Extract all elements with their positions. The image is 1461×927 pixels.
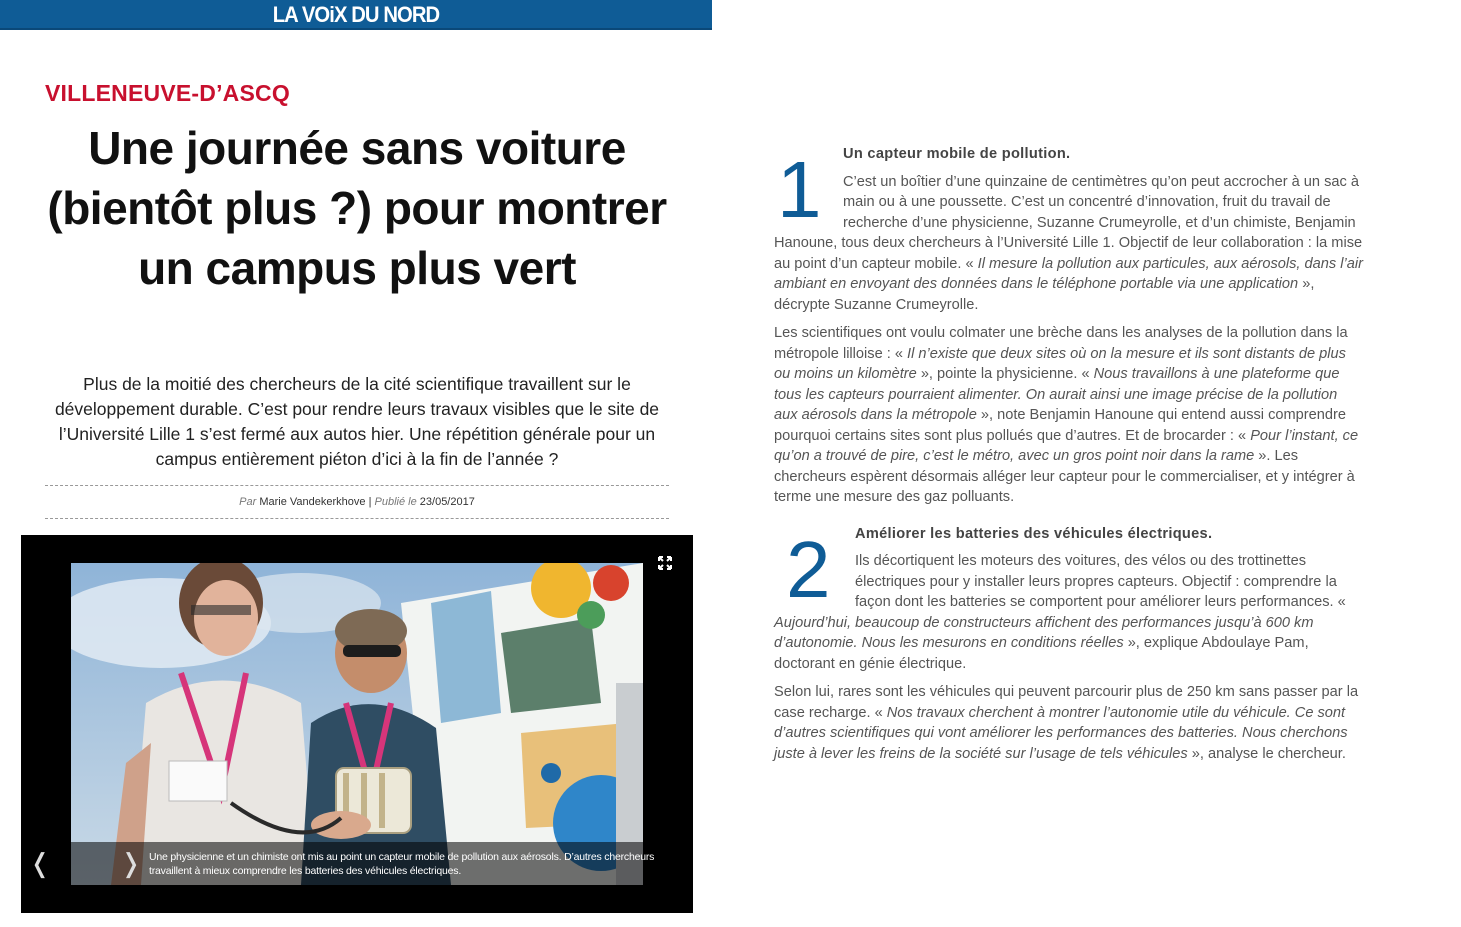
- article-kicker[interactable]: VILLENEUVE-D’ASCQ: [45, 80, 290, 106]
- photo-illustration: [71, 563, 643, 885]
- body-text: », décrypte Suzanne Crumeyrolle.: [774, 276, 1315, 313]
- body-text: C’est un boîtier d’une quinzaine de centimètres qu’on peut accrocher à un sac à main ou à une poussette. C’est un concentré d’innovation, fruit du travail de recherche d’une physicienne, Suzanne Crumeyrolle, et d’un chimiste, Benjamin Hanoune, tous deux chercheurs à l’Université Lille 1. Objectif de leur collaboration : la mise au point d’un capteur mobile. «: [774, 173, 1363, 272]
- expand-icon[interactable]: [657, 556, 673, 572]
- section-number: 1: [777, 145, 822, 234]
- quote-text: Nous travaillons à une plateforme que tous les capteurs pourraient alimenter. On aurait ainsi une image précise de la pollution aux aérosols dans la métropole: [774, 366, 1340, 423]
- body-text: Les scientifiques ont voulu colmater une brèche dans les analyses de la pollution dans la métropole lilloise : «: [774, 325, 1348, 362]
- quote-text: Pour l’instant, ce qu’on a trouvé de pire, c’est le métro, avec un gros point noir dans la rame: [774, 427, 1359, 464]
- quote-text: Aujourd’hui, beaucoup de constructeurs affichent des performances jusqu’à 600 km d’autonomie. Nous les mesurons en conditions réelles: [774, 614, 1314, 651]
- body-text: », explique Abdoulaye Pam, doctorant en génie électrique.: [774, 635, 1309, 672]
- section-1: [774, 144, 1364, 516]
- byline-published-label: Publié le: [374, 496, 417, 508]
- byline-author[interactable]: Marie Vandekerkhove: [259, 496, 366, 508]
- next-photo-arrow-icon[interactable]: ❭: [120, 849, 142, 879]
- byline: [45, 485, 669, 519]
- article-column: [0, 0, 712, 927]
- photo-caption: Une physicienne et un chimiste ont mis au point un capteur mobile de pollution aux aérosols. D’autres chercheurs travaillent à mieux comprendre les batteries des véhicules électriques.: [149, 851, 655, 877]
- expand-glyph: [658, 556, 672, 570]
- body-text: », analyse le chercheur.: [1187, 745, 1346, 762]
- quote-text: Il mesure la pollution aux particules, aux aérosols, dans l’air ambiant en envoyant des données dans le téléphone portable via une application: [774, 255, 1363, 292]
- article-standfirst: Plus de la moitié des chercheurs de la cité scientifique travaillent sur le développement durable. C’est pour rendre leurs travaux visibles que le site de l’Université Lille 1 s’est fermé aux autos hier. Une répétition générale pour un campus entièrement piéton d’ici à la fin de l’année ?: [54, 374, 660, 469]
- body-text: Ils décortiquent les moteurs des voitures, des vélos ou des trottinettes électriques pour y installer leurs propres capteurs. Objectif : comprendre la façon dont les batteries se comportent pour améliorer leurs performances. «: [855, 553, 1346, 610]
- section-title: Un capteur mobile de pollution.: [843, 146, 1071, 162]
- body-text: Selon lui, rares sont les véhicules qui peuvent parcourir plus de 250 km sans passer par la case recharge. «: [774, 684, 1359, 721]
- article-headline: Une journée sans voiture (bientôt plus ?) pour montrer un campus plus vert: [47, 122, 667, 294]
- byline-date: 23/05/2017: [419, 496, 475, 508]
- article-photo[interactable]: [71, 563, 643, 885]
- byline-by-label: Par: [239, 496, 257, 508]
- quote-text: Il n’existe que deux sites où on la mesure et ils sont distants de plus ou moins un kilomètre: [774, 345, 1346, 382]
- body-text: », note Benjamin Hanoune qui entend aussi comprendre pourquoi certains sites sont plus pollués que d’autres. Et de brocarder : «: [774, 407, 1346, 444]
- section-2: [774, 524, 1364, 773]
- previous-photo-arrow-icon[interactable]: ❬: [29, 849, 51, 879]
- photo-gallery: [21, 535, 693, 913]
- section-paragraph: [774, 682, 1364, 764]
- byline-separator: |: [368, 496, 372, 508]
- sidebar-sections: [774, 140, 1364, 772]
- masthead[interactable]: [0, 0, 712, 30]
- section-number: 2: [786, 524, 831, 614]
- section-title: Améliorer les batteries des véhicules électriques.: [855, 525, 1213, 542]
- site-logo[interactable]: LA VOiX DU NORD: [272, 2, 440, 27]
- quote-text: Nos travaux cherchent à montrer l’autonomie utile du véhicule. Ce sont d’autres scientifiques qui vont améliorer les performances des batteries. Nous cherchons juste à lever les freins de la société sur l’usage de tels véhicules: [774, 704, 1348, 762]
- body-text: », pointe la physicienne. «: [916, 366, 1094, 382]
- body-text: ». Les chercheurs espèrent désormais alléger leur capteur pour le commercialiser, et y intégrer à terme une mesure des gaz polluants.: [774, 448, 1355, 505]
- section-paragraph: [774, 551, 1364, 674]
- section-paragraph: [774, 172, 1364, 316]
- section-paragraph: [774, 323, 1364, 508]
